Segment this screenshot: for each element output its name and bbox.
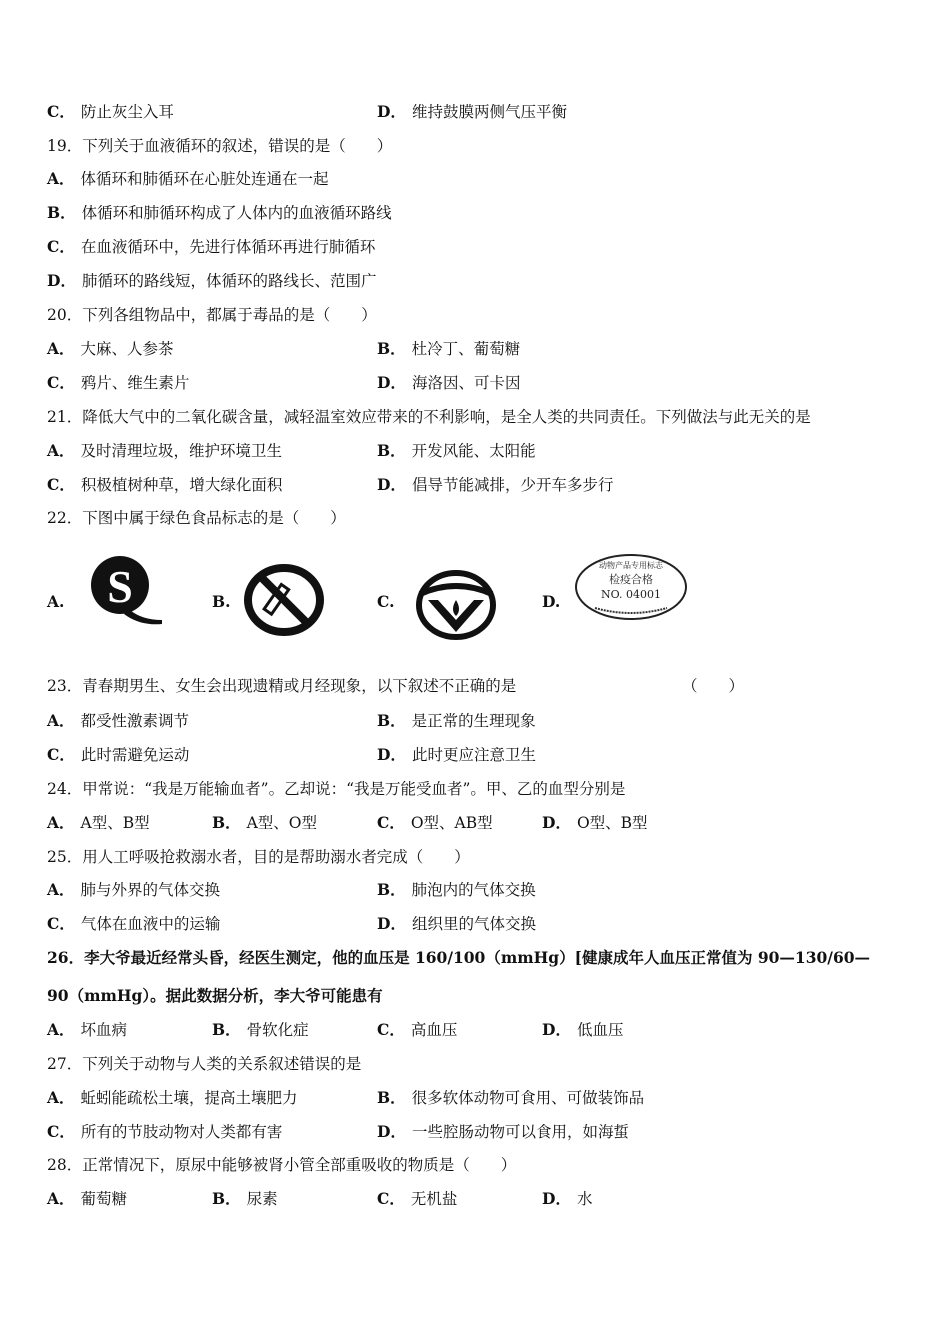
option-text: 组织里的气体交换 <box>411 915 536 933</box>
option-text: 低血压 <box>576 1021 624 1039</box>
option-label: D． <box>377 475 406 494</box>
q21-option-c <box>47 475 282 495</box>
option-text: 杜冷丁、葡萄糖 <box>411 340 521 358</box>
option-text: A型、O型 <box>246 814 318 832</box>
option-label: C． <box>47 914 75 933</box>
option-text: 很多软体动物可食用、可做装饰品 <box>411 1089 645 1107</box>
q21-option-d <box>377 475 613 495</box>
option-label: D． <box>542 1189 571 1208</box>
q24-option-d <box>542 813 648 833</box>
option-label: D． <box>47 271 76 290</box>
option-label: C． <box>47 102 75 121</box>
q19-option-b <box>47 203 392 223</box>
option-label: D． <box>377 1122 406 1141</box>
q19-option-c <box>47 237 375 257</box>
option-text: 此时需避免运动 <box>80 746 190 764</box>
option-label: D． <box>542 1020 571 1039</box>
option-label: A． <box>47 169 75 188</box>
q21-option-a <box>47 441 282 461</box>
q27-option-c <box>47 1122 282 1142</box>
option-text: 气体在血液中的运输 <box>80 915 221 933</box>
q23-option-b <box>377 711 536 731</box>
option-text: 大麻、人参茶 <box>80 340 174 358</box>
option-text: 水 <box>576 1190 593 1208</box>
q28-stem: 28．正常情况下，原尿中能够被肾小管全部重吸收的物质是（ ） <box>47 1156 517 1174</box>
option-label: B． <box>377 880 406 899</box>
q28-option-c <box>377 1189 457 1209</box>
option-label: A． <box>47 1020 75 1039</box>
option-text: 防止灰尘入耳 <box>80 103 174 121</box>
stamp-text: 动物产品专用标志 <box>599 561 663 570</box>
option-text: 开发风能、太阳能 <box>411 442 536 460</box>
option-label: A． <box>47 339 75 358</box>
q26-option-b <box>212 1020 309 1040</box>
option-text: O型、AB型 <box>410 814 493 832</box>
q23-answer-paren: （ ） <box>682 677 745 695</box>
option-label: B． <box>212 1020 241 1039</box>
option-text: 是正常的生理现象 <box>411 712 536 730</box>
option-label: B． <box>212 1189 241 1208</box>
option-text: 体循环和肺循环构成了人体内的血液循环路线 <box>81 204 392 222</box>
stamp-text: 检疫合格 <box>609 573 653 586</box>
q25-option-d <box>377 914 536 934</box>
option-label: D． <box>377 373 406 392</box>
q25-stem: 25．用人工呼吸抢救溺水者，目的是帮助溺水者完成（ ） <box>47 848 470 866</box>
q26-option-d <box>542 1020 623 1040</box>
q26-option-a <box>47 1020 127 1040</box>
option-label: B． <box>377 441 406 460</box>
q22-option-a-label: A. <box>47 592 65 611</box>
q28-option-b <box>212 1189 278 1209</box>
q21-option-b <box>377 441 536 461</box>
option-label: C． <box>47 1122 75 1141</box>
option-label: C． <box>377 813 405 832</box>
option-text: 积极植树种草，增大绿化面积 <box>80 476 283 494</box>
option-text: 无机盐 <box>410 1190 458 1208</box>
option-label: D． <box>377 102 406 121</box>
option-text: 蚯蚓能疏松土壤，提高土壤肥力 <box>80 1089 298 1107</box>
q24-option-c <box>377 813 493 833</box>
q26-stem-line1: 26．李大爷最近经常头昏，经医生测定，他的血压是 160/100（mmHg）[健康成年人血压正常值为 90—130/60— <box>47 948 871 967</box>
option-label: D． <box>377 914 406 933</box>
svg-text:S: S <box>107 561 133 612</box>
q18-option-d <box>377 102 567 122</box>
q22-option-b-label: B. <box>212 592 231 611</box>
q20-option-b <box>377 339 520 359</box>
q27-option-b <box>377 1088 644 1108</box>
q28-option-a <box>47 1189 127 1209</box>
option-text: 高血压 <box>410 1021 458 1039</box>
option-text: 一些腔肠动物可以食用，如海蜇 <box>411 1123 629 1141</box>
q24-option-a <box>47 813 150 833</box>
q21-stem: 21．降低大气中的二氧化碳含量，减轻温室效应带来的不利影响，是全人类的共同责任。下列做法与此无关的是 <box>47 408 811 426</box>
stamp-text: NO. 04001 <box>601 588 661 601</box>
option-text: 倡导节能减排，少开车多步行 <box>411 476 614 494</box>
option-label: A． <box>47 880 75 899</box>
option-label: A． <box>47 1189 75 1208</box>
qs-logo-icon <box>80 552 166 628</box>
option-label: A． <box>47 711 75 730</box>
option-text: 肺泡内的气体交换 <box>411 881 536 899</box>
option-label: C． <box>47 475 75 494</box>
q27-stem: 27．下列关于动物与人类的关系叙述错误的是 <box>47 1055 362 1073</box>
q23-stem: 23．青春期男生、女生会出现遗精或月经现象，以下叙述不正确的是 <box>47 677 517 695</box>
q20-option-c <box>47 373 189 393</box>
q20-stem: 20．下列各组物品中，都属于毒品的是（ ） <box>47 306 377 324</box>
option-label: C． <box>47 373 75 392</box>
option-text: O型、B型 <box>576 814 648 832</box>
q22-option-d-label: D. <box>542 592 561 611</box>
option-text: 维持鼓膜两侧气压平衡 <box>411 103 567 121</box>
quarantine-stamp-icon <box>573 552 689 622</box>
q24-stem: 24．甲常说：“我是万能输血者”。乙却说：“我是万能受血者”。甲、乙的血型分别是 <box>47 780 626 798</box>
q23-option-c <box>47 745 189 765</box>
q27-option-d <box>377 1122 629 1142</box>
q23-option-d <box>377 745 536 765</box>
option-text: 肺与外界的气体交换 <box>80 881 221 899</box>
option-text: 此时更应注意卫生 <box>411 746 536 764</box>
q19-stem: 19．下列关于血液循环的叙述，错误的是（ ） <box>47 137 393 155</box>
q25-option-a <box>47 880 220 900</box>
q22-stem: 22．下图中属于绿色食品标志的是（ ） <box>47 509 346 527</box>
option-label: B． <box>377 339 406 358</box>
q25-option-b <box>377 880 536 900</box>
option-text: 体循环和肺循环在心脏处连通在一起 <box>80 170 329 188</box>
q26-stem-line2: 90（mmHg）。据此数据分析，李大爷可能患有 <box>47 986 383 1005</box>
q27-option-a <box>47 1088 298 1108</box>
option-text: 及时清理垃圾，维护环境卫生 <box>80 442 283 460</box>
q25-option-c <box>47 914 220 934</box>
option-text: 骨软化症 <box>246 1021 309 1039</box>
option-label: A． <box>47 441 75 460</box>
q26-option-c <box>377 1020 457 1040</box>
option-label: D． <box>377 745 406 764</box>
option-label: B． <box>377 711 406 730</box>
q24-option-b <box>212 813 317 833</box>
option-text: 所有的节肢动物对人类都有害 <box>80 1123 283 1141</box>
q20-option-a <box>47 339 174 359</box>
q18-option-c <box>47 102 174 122</box>
option-label: C． <box>377 1189 405 1208</box>
option-label: B． <box>212 813 241 832</box>
option-text: 鸦片、维生素片 <box>80 374 190 392</box>
option-label: B． <box>47 203 76 222</box>
q19-option-a <box>47 169 329 189</box>
green-food-logo-icon <box>414 570 498 640</box>
q19-option-d <box>47 271 376 291</box>
q28-option-d <box>542 1189 592 1209</box>
option-label: C． <box>47 237 75 256</box>
option-label: A． <box>47 813 75 832</box>
option-text: 都受性激素调节 <box>80 712 190 730</box>
option-text: 坏血病 <box>80 1021 128 1039</box>
option-text: 海洛因、可卡因 <box>411 374 521 392</box>
option-text: 肺循环的路线短，体循环的路线长、范围广 <box>81 272 377 290</box>
option-label: D． <box>542 813 571 832</box>
option-label: C． <box>47 745 75 764</box>
no-smoking-icon <box>242 564 326 636</box>
option-label: B． <box>377 1088 406 1107</box>
option-label: A． <box>47 1088 75 1107</box>
option-text: 葡萄糖 <box>80 1190 128 1208</box>
q20-option-d <box>377 373 520 393</box>
option-text: A型、B型 <box>80 814 150 832</box>
option-label: C． <box>377 1020 405 1039</box>
q23-option-a <box>47 711 189 731</box>
option-text: 尿素 <box>246 1190 278 1208</box>
option-text: 在血液循环中，先进行体循环再进行肺循环 <box>80 238 376 256</box>
q22-option-c-label: C. <box>377 592 395 611</box>
